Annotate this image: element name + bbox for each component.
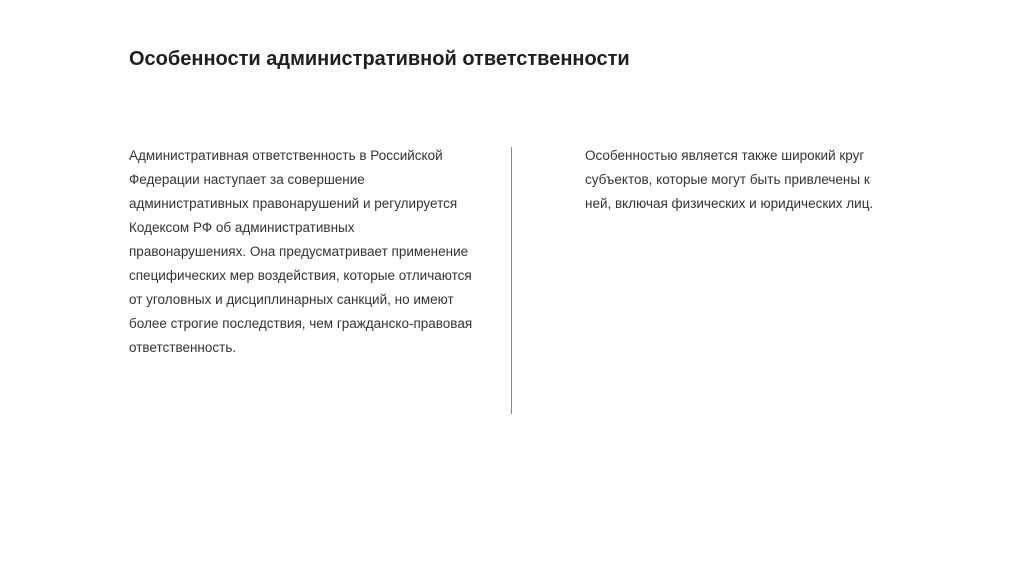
right-column-text: Особенностью является также широкий круг субъектов, которые могут быть привлечены к ней, включая физических и юридических лиц. — [585, 148, 874, 211]
column-divider — [511, 147, 512, 414]
left-column-text: Административная ответственность в Российской Федерации наступает за совершение административных правонарушений и регулируется Кодексом РФ об административных правонарушениях. Она предусматривает применение специфических мер воздействия, которые отличаются от уголовных и дисциплинарных санкций, но имеют более строгие последствия, чем гражданско-правовая ответственность. — [129, 148, 473, 355]
slide-title: Особенности административной ответственности — [129, 48, 630, 70]
